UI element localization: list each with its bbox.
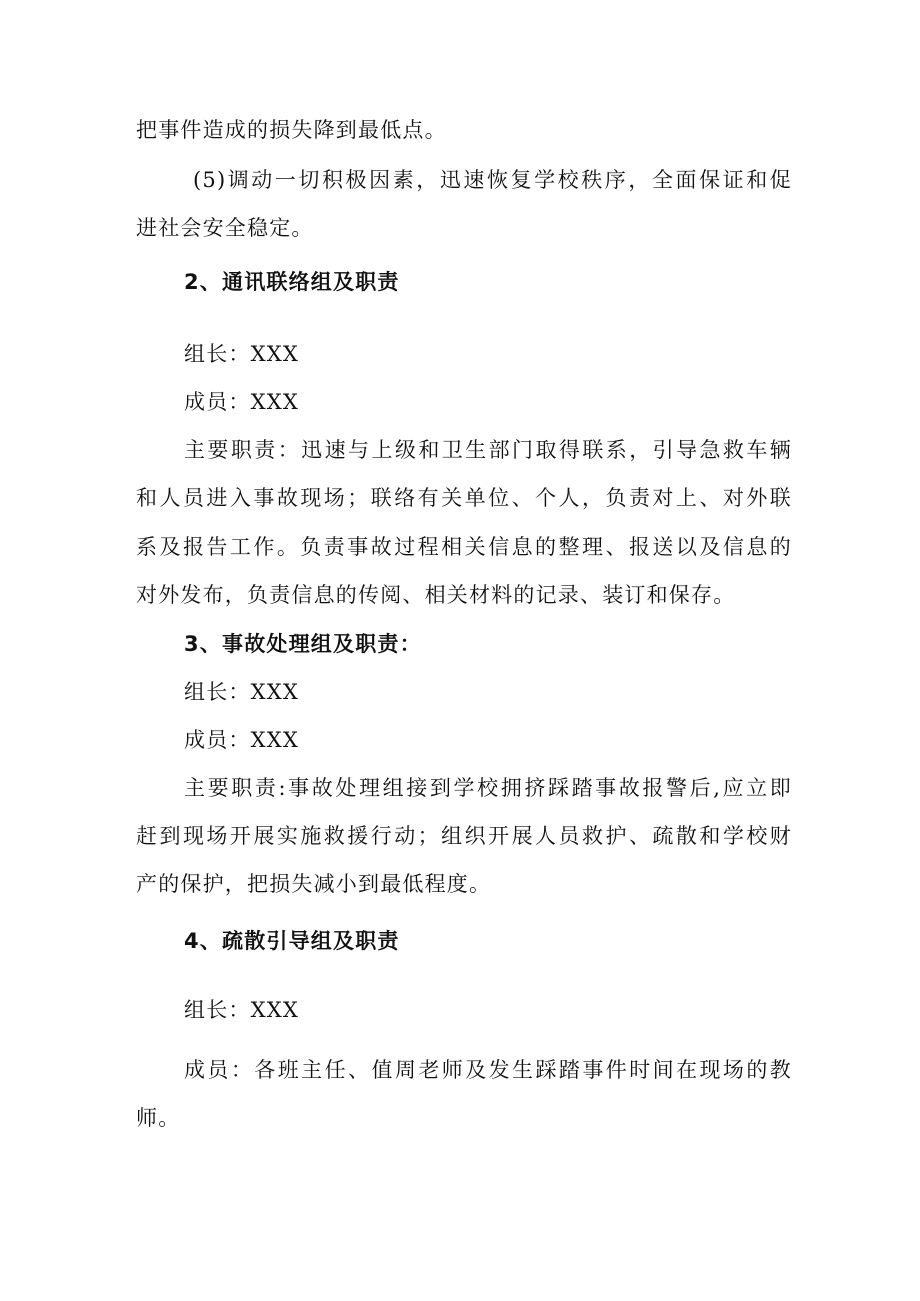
group-members-line: 成员：XXX <box>184 728 300 752</box>
duty-paragraph-line: 和人员进入事故现场；联络有关单位、个人，负责对上、对外联 <box>136 486 792 510</box>
section-heading-evacuation: 4、疏散引导组及职责 <box>184 929 400 953</box>
duty-paragraph-line: 赶到现场开展实施救援行动；组织开展人员救护、疏散和学校财 <box>136 824 792 848</box>
duty-paragraph-line: 主要职责：迅速与上级和卫生部门取得联系，引导急救车辆 <box>184 438 792 462</box>
section-heading-communication: 2、通讯联络组及职责 <box>184 270 400 294</box>
duty-paragraph-line: 产的保护，把损失减小到最低程度。 <box>136 872 492 896</box>
group-leader-line: 组长：XXX <box>184 680 300 704</box>
section-heading-accident-handling: 3、事故处理组及职责： <box>184 632 422 656</box>
group-leader-line: 组长：XXX <box>184 998 300 1022</box>
duty-paragraph-line: 对外发布，负责信息的传阅、相关材料的记录、装订和保存。 <box>136 583 736 607</box>
duty-paragraph-line: 主要职责:事故处理组接到学校拥挤踩踏事故报警后,应立即 <box>184 776 792 800</box>
group-members-line: 成员：各班主任、值周老师及发生踩踏事件时间在现场的教 <box>184 1058 792 1082</box>
group-members-continuation: 师。 <box>136 1106 181 1130</box>
body-text-line: 把事件造成的损失降到最低点。 <box>136 118 447 142</box>
list-item-5-line: (5)调动一切积极因素，迅速恢复学校秩序，全面保证和促 <box>193 168 792 192</box>
group-members-line: 成员：XXX <box>184 390 300 414</box>
duty-paragraph-line: 系及报告工作。负责事故过程相关信息的整理、报送以及信息的 <box>136 535 792 559</box>
body-text-line: 进社会安全稳定。 <box>136 216 314 240</box>
group-leader-line: 组长：XXX <box>184 342 300 366</box>
